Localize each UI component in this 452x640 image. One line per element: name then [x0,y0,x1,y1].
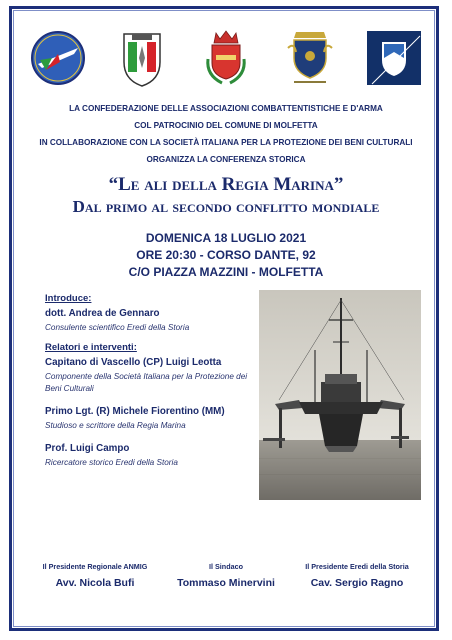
introducer-role: Consulente scientifico Eredi della Storia [45,323,190,332]
header-line: ORGANIZZA LA CONFERENZA STORICA [146,155,306,164]
signature-block [292,562,422,589]
signature-name: Cav. Sergio Ragno [310,577,404,589]
header-line: IN COLLABORAZIONE CON LA SOCIETÀ ITALIANA PER LA PROTEZIONE DEI BENI CULTURALI [39,138,413,147]
anmig-logo [30,27,86,89]
molfetta-logo [198,27,254,89]
title-line-2: Dal primo al secondo conflitto mondiale [72,197,380,216]
relatori-label: Relatori e interventi: [45,342,137,353]
speaker-role: Ricercatore storico Eredi della Storia [45,458,178,467]
speaker-role: Componente della Società Italiana per la Protezione dei Beni Culturali [45,372,248,393]
eredi-della-storia-logo [282,27,338,89]
signatures-row [30,562,422,589]
event-date: DOMENICA 18 LUGLIO 2021 [145,231,307,245]
organizer-header [20,100,432,168]
signature-role: Il Presidente Regionale ANMIG [42,562,148,571]
signature-role: Il Presidente Eredi della Storia [305,562,409,571]
introducer-name: dott. Andrea de Gennaro [45,308,160,319]
speaker-name: Capitano di Vascello (CP) Luigi Leotta [45,357,222,368]
conference-title [20,174,432,218]
event-details [20,230,432,281]
sipbc-logo [366,27,422,89]
signature-block [161,562,291,589]
event-time-place: ORE 20:30 - CORSO DANTE, 92 [136,248,316,262]
warship-photo [259,290,421,500]
speaker-role: Studioso e scrittore della Regia Marina [45,421,186,430]
federazione-logo [114,27,170,89]
speaker-name: Prof. Luigi Campo [45,443,130,454]
signature-name: Tommaso Minervini [177,577,275,589]
header-line: LA CONFEDERAZIONE DELLE ASSOCIAZIONI COMBATTENTISTICHE E D'ARMA [69,104,383,113]
event-location: C/O PIAZZA MAZZINI - MOLFETTA [128,265,324,279]
logo-row [30,22,422,94]
signature-block [30,562,160,589]
title-line-1: “Le ali della Regia Marina” [108,174,344,195]
signature-role: Il Sindaco [209,562,243,571]
signature-name: Avv. Nicola Bufi [55,577,135,589]
speakers-section [45,293,255,469]
speaker-name: Primo Lgt. (R) Michele Fiorentino (MM) [45,406,225,417]
header-line: COL PATROCINIO DEL COMUNE DI MOLFETTA [134,121,318,130]
introduce-label: Introduce: [45,293,92,304]
